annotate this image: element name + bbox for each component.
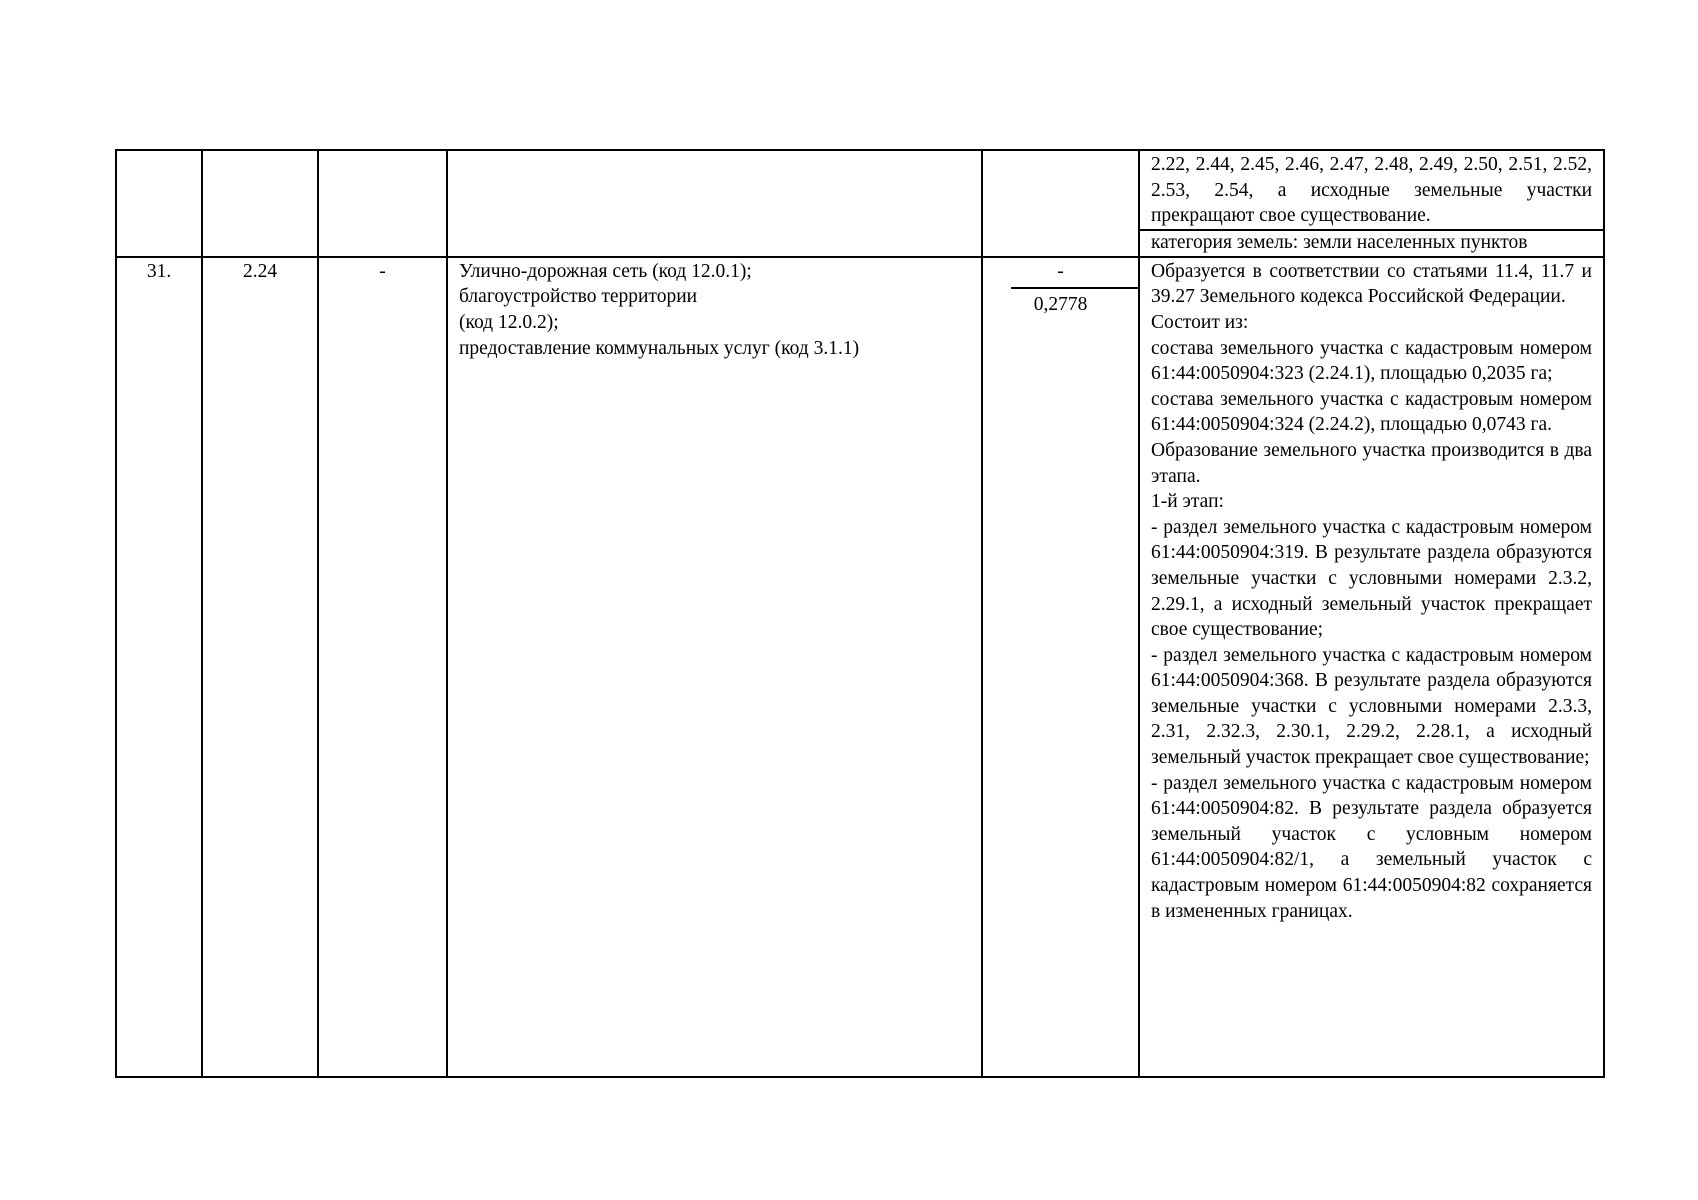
permitted-use-line-4: предоставление коммунальных услуг (код 3.1.1) [459, 337, 860, 359]
area-dash: - [1011, 258, 1138, 289]
table-row-31 [116, 257, 1604, 1077]
permitted-use-line-2: благоустройство территории [459, 286, 698, 308]
cell-row-number: 31. [116, 257, 202, 1077]
cell-empty-area [982, 150, 1139, 257]
note-paragraph-2: Состоит из: [1151, 311, 1249, 333]
note-paragraph-1: Образуется в соответствии со статьями 11.4, 11.7 и 39.27 Земельного кодекса Российской Федерации. [1151, 260, 1592, 308]
table-row-continuation [116, 150, 1604, 230]
cell-continuation-note [1139, 150, 1604, 230]
cell-empty-dash [318, 150, 447, 257]
area-value: 0,2778 [1033, 293, 1088, 315]
note-paragraph-4: состава земельного участка с кадастровым номером 61:44:0050904:324 (2.24.2), площадью 0,0743 га. [1151, 388, 1592, 436]
note-paragraph-5: Образование земельного участка производится в два этапа. [1151, 439, 1592, 487]
permitted-use-line-3: (код 12.0.2); [459, 311, 559, 333]
cell-empty-number [116, 150, 202, 257]
permitted-use-line-1: Улично-дорожная сеть (код 12.0.1); [459, 260, 752, 282]
cell-empty-use [447, 150, 982, 257]
cell-conditional-number: 2.24 [202, 257, 318, 1077]
land-plots-table [115, 149, 1605, 1078]
note-paragraph-8: - раздел земельного участка с кадастровым номером 61:44:0050904:368. В результате раздела образуются земельные участки с условными номерами 2.3.3, 2.31, 2.32.3, 2.30.1, 2.29.2, 2.28.1, а исходный земельный участок прекращает свое существование; [1151, 644, 1592, 769]
cell-area [982, 257, 1139, 1077]
cell-note [1139, 257, 1604, 1077]
note-paragraph-7: - раздел земельного участка с кадастровым номером 61:44:0050904:319. В результате раздела образуются земельные участки с условными номерами 2.3.2, 2.29.1, а исходный земельный участок прекращает свое существование; [1151, 516, 1592, 641]
cell-permitted-use [447, 257, 982, 1077]
note-paragraph-6: 1-й этап: [1151, 491, 1224, 513]
cell-dash: - [318, 257, 447, 1077]
cell-empty-conditional [202, 150, 318, 257]
note-paragraph-3: состава земельного участка с кадастровым номером 61:44:0050904:323 (2.24.1), площадью 0,2035 га; [1151, 337, 1592, 385]
continuation-note-text: 2.22, 2.44, 2.45, 2.46, 2.47, 2.48, 2.49, 2.50, 2.51, 2.52, 2.53, 2.54, а исходные земельные участки прекращают свое существование. [1151, 154, 1592, 227]
cell-land-category: категория земель: земли населенных пунктов [1139, 230, 1604, 257]
note-paragraph-9: - раздел земельного участка с кадастровым номером 61:44:0050904:82. В результате раздела образуется земельный участок с условным номером 61:44:0050904:82/1, а земельный участок с кадастровым номером 61:44:0050904:82 сохраняется в измененных границах. [1151, 772, 1592, 922]
